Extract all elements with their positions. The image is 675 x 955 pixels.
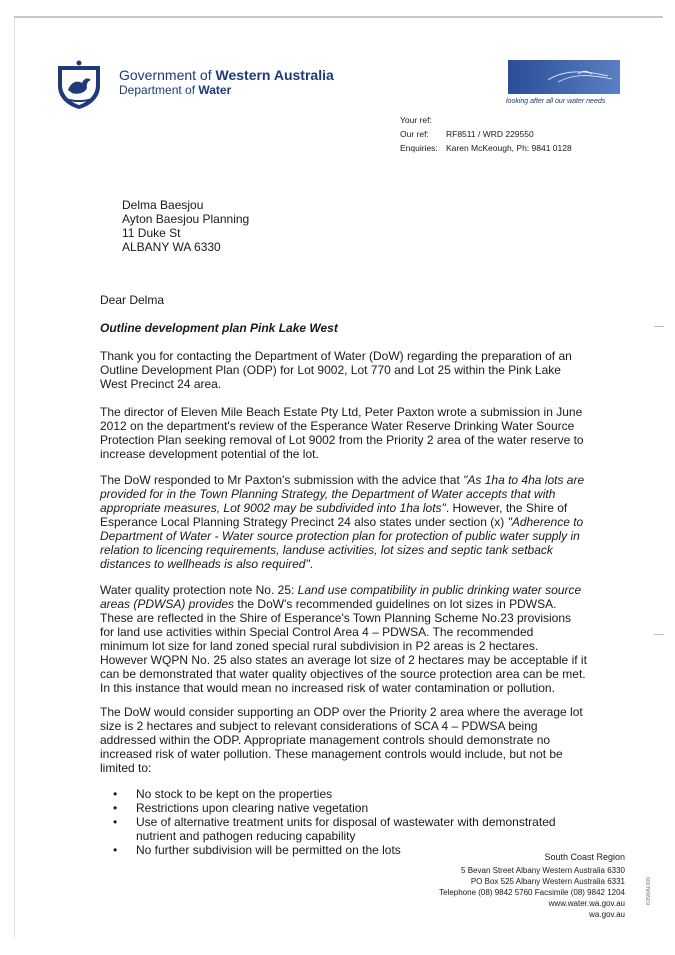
quoted-text: "Adherence to [507,515,584,529]
reference-label: Your ref: [400,115,432,125]
dept-name: Water [198,83,232,97]
list-item-text [136,815,556,843]
office-street: 5 Bevan Street Albany Western Australia 6330 [461,866,625,875]
paragraph-line [100,543,600,557]
paragraph-line [100,363,600,377]
dept-prefix: Department of [119,83,199,97]
management-controls-list [113,787,556,857]
paragraph-dow-response [100,473,600,571]
paragraph-line [100,653,600,667]
reference-label: Our ref: [400,129,429,139]
reference-value: Karen McKeough, Ph: 9841 0128 [446,143,572,153]
office-web: www.water.wa.gov.au [548,899,625,908]
paragraph-intro [100,349,600,391]
paragraph-line [100,597,600,611]
body-text: However WQPN No. 25 also states an average lot size of 2 hectares may be acceptable if it [100,653,587,667]
paragraph-line [100,583,600,597]
scan-edge-line [14,18,15,938]
office-address-block [439,852,625,920]
bullet-icon: • [113,843,118,857]
body-text: Esperance Local Planning Strategy Precinct 24 also states under section (x) [100,515,508,529]
body-text: can be demonstrated that water quality objectives of the source protection area can be met. [100,667,586,681]
paragraph-line [100,419,600,433]
reference-row [400,141,572,155]
body-text: size is 2 hectares and subject to relevant considerations of SCA 4 – PDWSA being [100,719,538,733]
office-region: South Coast Region [544,852,625,862]
bullet-icon: • [113,815,118,829]
list-item-text [136,843,401,857]
paragraph-line [100,501,600,515]
body-text: limited to: [100,761,152,775]
paragraph-line [100,349,600,363]
paragraph-line [100,705,600,719]
body-text: Protection Plan seeking removal of Lot 9002 from the Priority 2 area of the water reserve to [100,433,584,447]
list-item [113,801,556,815]
paragraph-line [100,611,600,625]
paragraph-line [100,639,600,653]
water-banner-image [508,60,620,94]
quoted-text: Land use compatibility in public drinking water source [297,583,582,597]
margin-tick [654,326,664,327]
paragraph-line [100,625,600,639]
department-header [119,68,334,98]
paragraph-line [100,405,600,419]
list-item-line: No further subdivision will be permitted on the lots [136,843,401,857]
reference-label: Enquiries: [400,143,438,153]
body-text: Outline Development Plan (ODP) for Lot 9002, Lot 770 and Lot 25 within the Pink Lake [100,363,561,377]
letter-subject: Outline development plan Pink Lake West [100,321,338,335]
quoted-text: provided for in the Town Planning Strategy, the Department of Water accepts that with [100,487,556,501]
list-item-line: Restrictions upon clearing native vegetation [136,801,369,815]
bullet-icon: • [113,787,118,801]
paragraph-wqpn25 [100,583,600,695]
salutation: Dear Delma [100,293,165,307]
body-text: The DoW responded to Mr Paxton's submission with the advice that [100,473,464,487]
quoted-text: distances to wellheads is also required" [100,557,310,571]
paragraph-line [100,747,600,761]
bullet-icon: • [113,801,118,815]
list-item-line: No stock to be kept on the properties [136,787,333,801]
quoted-text: relation to licencing requirements, landuse activities, lot sizes and septic tank setback [100,543,553,557]
quoted-text: Department of Water - Water source protection plan for protection of public water supply in [100,529,580,543]
paragraph-line [100,761,600,775]
body-text: The director of Eleven Mile Beach Estate Pty Ltd, Peter Paxton wrote a submission in June [100,405,583,419]
body-text: minimum lot size for land zoned special rural subdivision in P2 areas is 2 hectares. [100,639,539,653]
office-postal: PO Box 525 Albany Western Australia 6331 [470,877,625,886]
gov-prefix: Government of [119,67,216,83]
government-line [119,68,334,83]
body-text: addressed within the ODP. Appropriate management controls should demonstrate no [100,733,551,747]
body-text: West Precinct 24 area. [100,377,222,391]
gov-state: Western Australia [215,67,334,83]
body-text: 2012 on the department's review of the Esperance Water Reserve Drinking Water Source [100,419,575,433]
list-item-text [136,787,332,801]
body-text: increased risk of water pollution. These management controls would include, but not be [100,747,563,761]
margin-tick [654,634,664,635]
reference-block [400,113,572,155]
dept-tagline: looking after all our water needs [506,98,606,105]
quoted-text: "As 1ha to 4ha lots are [463,473,585,487]
quoted-text: appropriate measures, Lot 9002 may be subdivided into 1ha lots" [100,501,446,515]
paragraph-line [100,433,600,447]
list-item [113,815,556,843]
reference-value: RF8511 / WRD 229550 [446,129,534,139]
body-text: In this instance that would mean no increased risk of water contamination or pollution. [100,681,555,695]
paragraph-submission [100,405,600,461]
paragraph-line [100,447,600,461]
office-web-short: wa.gov.au [589,910,625,919]
paragraph-line [100,681,600,695]
body-text: for land use activities within Special Control Area 4 – PDWSA. The recommended [100,625,534,639]
address-line: ALBANY WA 6330 [122,240,221,254]
paragraph-odp-support [100,705,600,775]
list-item-text [136,801,368,815]
reference-row [400,113,572,127]
body-text: These are reflected in the Shire of Esperance's Town Planning Scheme No.23 provisions [100,611,571,625]
body-text: . [309,557,314,571]
paragraph-line [100,667,600,681]
list-item [113,787,556,801]
body-text: Water quality protection note No. 25: [100,583,298,597]
body-text: . However, the Shire of [445,501,568,515]
paragraph-line [100,515,600,529]
paragraph-line [100,557,600,571]
paragraph-line [100,487,600,501]
address-line: Ayton Baesjou Planning [122,212,250,226]
paragraph-line [100,529,600,543]
side-form-code: K05WAL009 [646,877,652,905]
paragraph-line [100,719,600,733]
body-text: increase development potential of the lot. [100,447,319,461]
wa-crest-icon [54,60,104,110]
top-border-line [14,16,663,18]
reference-row [400,127,572,141]
quoted-text: areas (PDWSA) provides [100,597,235,611]
body-text: The DoW would consider supporting an ODP over the Priority 2 area where the average lot [100,705,583,719]
list-item-line: Use of alternative treatment units for disposal of wastewater with demonstrated [136,815,556,829]
list-item-line: nutrient and pathogen reducing capability [136,829,356,843]
body-text: Thank you for contacting the Department of Water (DoW) regarding the preparation of an [100,349,572,363]
paragraph-line [100,733,600,747]
body-text: the DoW's recommended guidelines on lot sizes in PDWSA. [234,597,557,611]
paragraph-line [100,377,600,391]
department-line [119,83,334,98]
paragraph-line [100,473,600,487]
recipient-address [122,198,249,254]
address-line: 11 Duke St [122,226,181,240]
address-line: Delma Baesjou [122,198,204,212]
office-phone: Telephone (08) 9842 5760 Facsimile (08) 9842 1204 [439,888,625,897]
